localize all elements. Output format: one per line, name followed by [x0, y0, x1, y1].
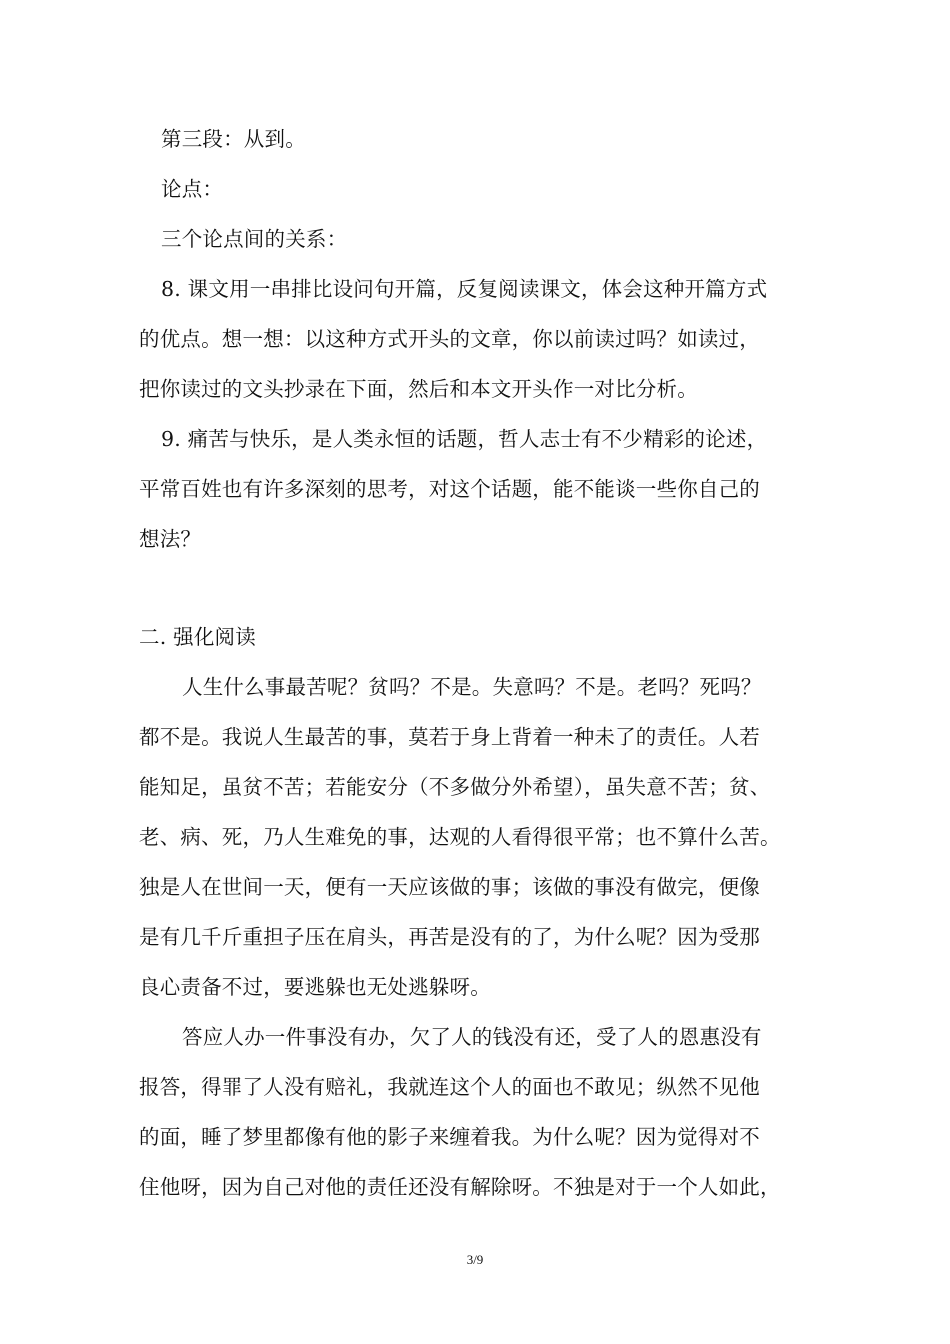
- text-line: 论点：: [161, 177, 224, 201]
- text-line: 三个论点间的关系：: [161, 227, 348, 251]
- paragraph-line: 良心责备不过，要逃躲也无处逃躲呀。: [139, 975, 491, 999]
- paragraph-line: 住他呀，因为自己对他的责任还没有解除呀。不独是对于一个人如此，: [139, 1175, 781, 1199]
- paragraph-line: 是有几千斤重担子压在肩头，再苦是没有的了，为什么呢？因为受那: [139, 925, 760, 949]
- paragraph-line: 独是人在世间一天，便有一天应该做的事；该做的事没有做完，便像: [139, 875, 760, 899]
- paragraph-line: 的面，睡了梦里都像有他的影子来缠着我。为什么呢？因为觉得对不: [139, 1125, 760, 1149]
- text-line: 的优点。想一想：以这种方式开头的文章，你以前读过吗？如读过，: [139, 327, 760, 351]
- paragraph-line: 答应人办一件事没有办，欠了人的钱没有还，受了人的恩惠没有: [182, 1025, 762, 1049]
- paragraph-line: 老、病、死，乃人生难免的事，达观的人看得很平常；也不算什么苦。: [139, 825, 781, 849]
- text-line: 平常百姓也有许多深刻的思考，对这个话题，能不能谈一些你自己的: [139, 477, 760, 501]
- question-8-line: 8. 课文用一串排比设问句开篇，反复阅读课文，体会这种开篇方式: [161, 277, 768, 301]
- paragraph-line: 人生什么事最苦呢？贫吗？不是。失意吗？不是。老吗？死吗？: [182, 675, 762, 699]
- text-line: 把你读过的文头抄录在下面，然后和本文开头作一对比分析。: [139, 377, 698, 401]
- question-9-line: 9. 痛苦与快乐，是人类永恒的话题，哲人志士有不少精彩的论述，: [161, 427, 768, 451]
- text-line: 想法？: [139, 527, 202, 551]
- page-number: 3/9: [466, 1252, 484, 1267]
- paragraph-line: 报答，得罪了人没有赔礼，我就连这个人的面也不敢见；纵然不见他: [139, 1075, 760, 1099]
- paragraph-line: 能知足，虽贫不苦；若能安分（不多做分外希望），虽失意不苦；贫、: [139, 775, 771, 799]
- text-line: 第三段：从到。: [161, 127, 306, 151]
- section-heading: 二. 强化阅读: [139, 625, 256, 649]
- paragraph-line: 都不是。我说人生最苦的事，莫若于身上背着一种未了的责任。人若: [139, 725, 760, 749]
